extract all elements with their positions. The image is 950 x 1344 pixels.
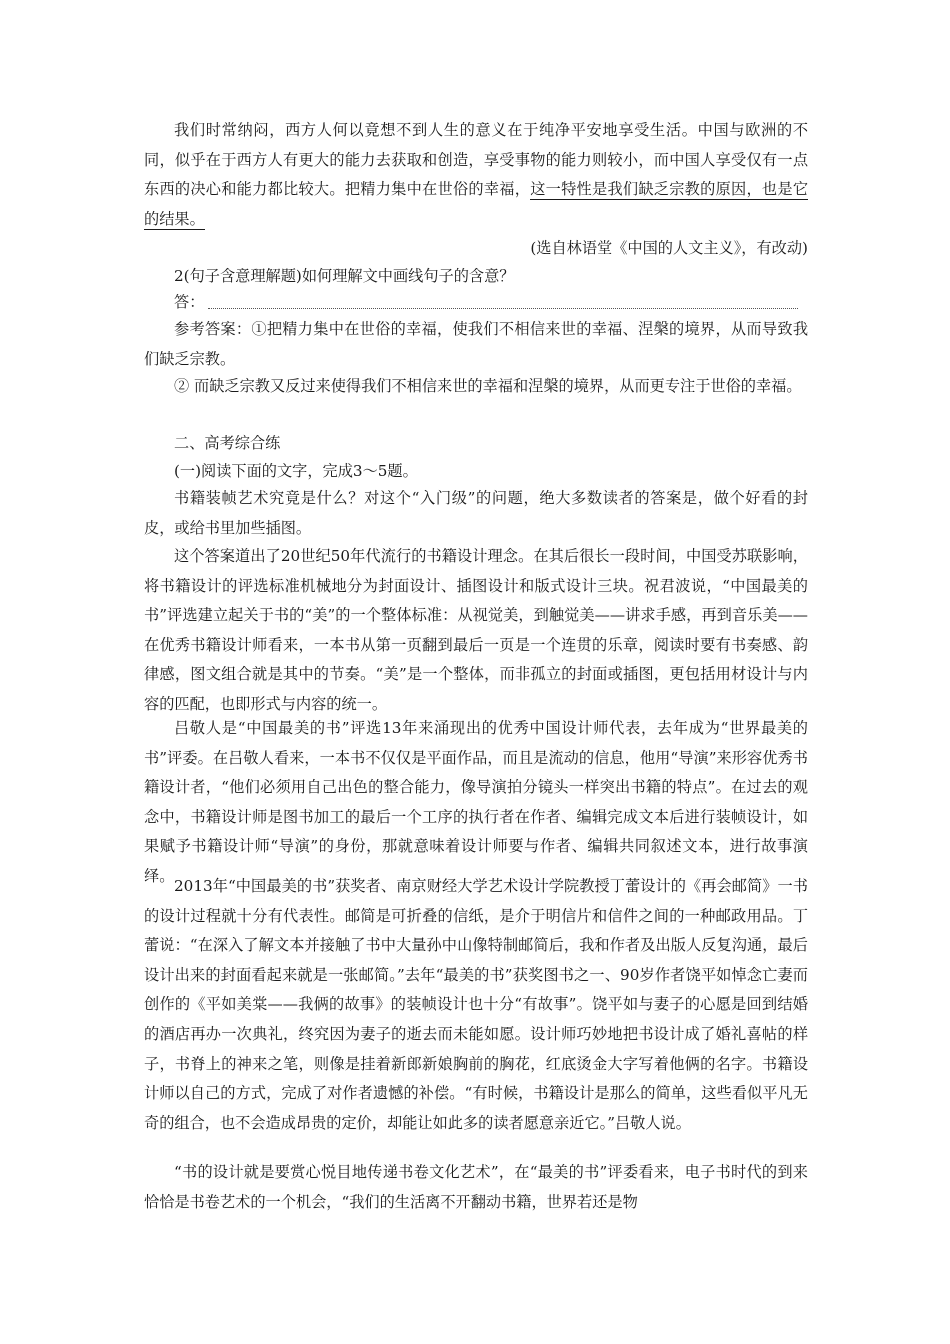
section-heading: 二、高考综合练 <box>174 434 281 452</box>
section-instruction: (一)阅读下面的文字，完成3～5题。 <box>174 462 418 480</box>
passage2-paragraph-3: 吕敬人是“中国最美的书”评选13年来涌现出的优秀中国设计师代表，去年成为“世界最美的书”评委。在吕敬人看来，一本书不仅仅是平面作品，而且是流动的信息，他用“导演”来形容优秀书籍设计者，“他们必须用自己出色的整合能力，像导演拍分镜头一样突出书籍的特点”。在过去的观念中，书籍设计师是图书加工的最后一个工序的执行者在作者、编辑完成文本后进行装帧设计，如果赋予书籍设计师“导演”的身份，那就意味着设计师要与作者、编辑共同叙述文本，进行故事演绎。 <box>144 719 808 885</box>
answer-label: 答： <box>174 293 205 311</box>
reference-answer-1: 参考答案：①把精力集中在世俗的幸福，使我们不相信来世的幸福、涅槃的境界，从而导致我们缺乏宗教。 <box>144 320 808 368</box>
answer-line <box>174 288 808 318</box>
question2-prompt: 2(句子含意理解题)如何理解文中画线句子的含意？ <box>174 267 515 285</box>
reference-answer-2: ② 而缺乏宗教又反过来使得我们不相信来世的幸福和涅槃的境界，从而更专注于世俗的幸福。 <box>174 377 802 395</box>
passage1-text: 我们时常纳闷，西方人何以竟想不到人生的意义在于纯净平安地享受生活。中国与欧洲的不同，似乎在于西方人有更大的能力去获取和创造，享受事物的能力则较小，而中国人享受仅有一点东西的决心和能力都比较大。把精力集中在世俗的幸福， <box>144 121 808 199</box>
passage2-paragraph-4: 2013年“中国最美的书”获奖者、南京财经大学艺术设计学院教授丁蕾设计的《再会邮简》一书的设计过程就十分有代表性。邮简是可折叠的信纸，是介于明信片和信件之间的一种邮政用品。丁蕾说：“在深入了解文本并接触了书中大量孙中山像特制邮简后，我和作者及出版人反复沟通，最后设计出来的封面看起来就是一张邮简。”去年“最美的书”获奖图书之一、90岁作者饶平如悼念亡妻而创作的《平如美棠——我俩的故事》的装帧设计也十分“有故事”。饶平如与妻子的心愿是回到结婚的酒店再办一次典礼，终究因为妻子的逝去而未能如愿。设计师巧妙地把书设计成了婚礼喜帖的样子，书脊上的神来之笔，则像是挂着新郎新娘胸前的胸花，红底烫金大字写着他俩的名字。书籍设计师以自己的方式，完成了对作者遗憾的补偿。“有时候，书籍设计是那么的简单，这些看似平凡无奇的组合，也不会造成昂贵的定价，却能让如此多的读者愿意亲近它。”吕敬人说。 <box>144 877 808 1132</box>
passage2-paragraph-5: “书的设计就是要赏心悦目地传递书卷文化艺术”，在“最美的书”评委看来，电子书时代的到来恰恰是书卷艺术的一个机会，“我们的生活离不开翻动书籍，世界若还是物 <box>144 1163 808 1211</box>
underlined-sentence: 这一特性是我们缺乏宗教的原因，也是它的结果。 <box>144 180 809 228</box>
passage1-source: (选自林语堂《中国的人文主义》，有改动) <box>530 239 808 257</box>
passage2-paragraph-1: 书籍装帧艺术究竟是什么？对这个“入门级”的问题，绝大多数读者的答案是，做个好看的封皮，或给书里加些插图。 <box>144 489 808 537</box>
passage2-paragraph-2: 这个答案道出了20世纪50年代流行的书籍设计理念。在其后很长一段时间，中国受苏联影响，将书籍设计的评选标准机械地分为封面设计、插图设计和版式设计三块。祝君波说，“中国最美的书”评选建立起关于书的“美”的一个整体标准：从视觉美，到触觉美——讲求手感，再到音乐美——在优秀书籍设计师看来，一本书从第一页翻到最后一页是一个连贯的乐章，阅读时要有书奏感、韵律感，图文组合就是其中的节奏。“美”是一个整体，而非孤立的封面或插图，更包括用材设计与内容的匹配，也即形式与内容的统一。 <box>144 547 808 713</box>
passage1-paragraph <box>144 116 808 234</box>
answer-dotted-line <box>208 308 798 309</box>
